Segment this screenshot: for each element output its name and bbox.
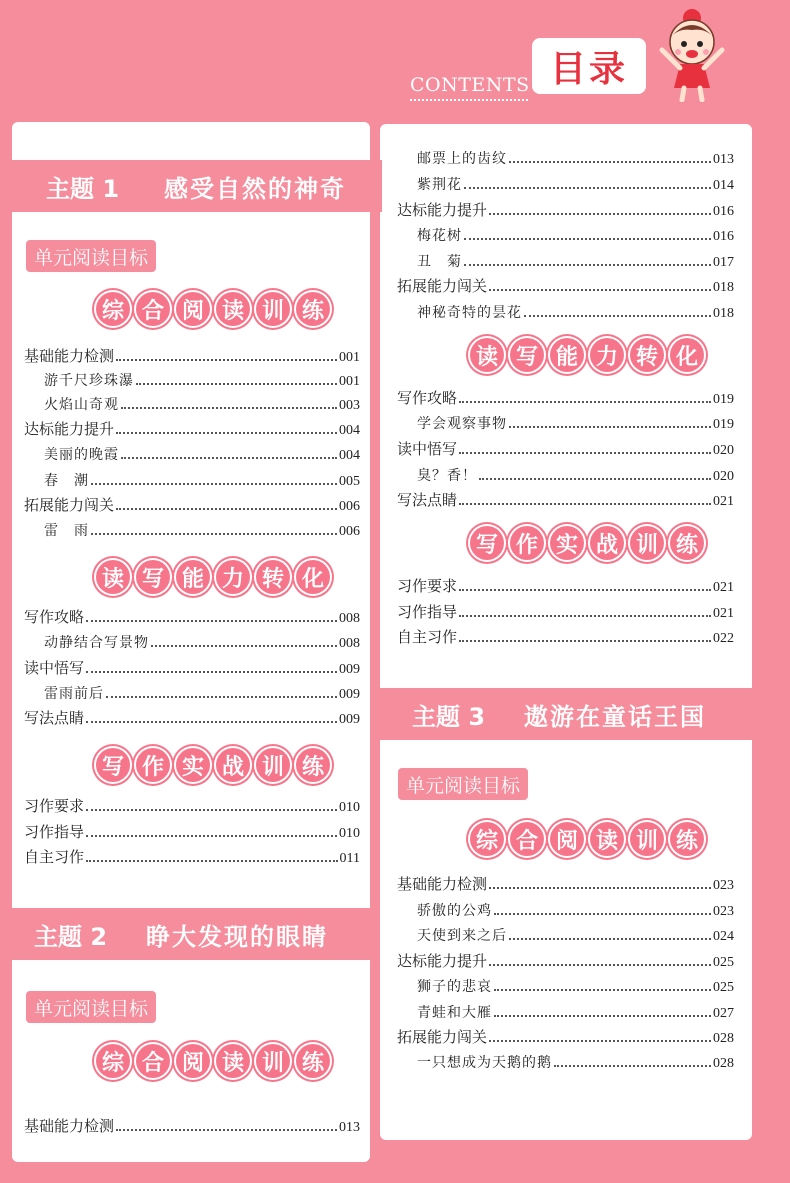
toc-entry-label: 雷雨前后 <box>44 686 104 702</box>
dot-leader <box>91 533 337 535</box>
section-char: 训 <box>256 1044 290 1078</box>
contents-word: CONTENTS <box>410 74 530 96</box>
toc-entry-label: 骄傲的公鸡 <box>417 903 492 919</box>
section-reading-training-2 <box>96 1044 330 1078</box>
toc-entry[interactable] <box>417 896 734 920</box>
toc-entry[interactable] <box>417 461 734 485</box>
dot-leader <box>459 640 711 642</box>
unit-goal-tag-3: 单元阅读目标 <box>398 768 528 800</box>
section-char: 综 <box>470 822 504 856</box>
toc-entry-page: 001 <box>339 350 360 365</box>
toc-entry-page: 004 <box>339 448 360 463</box>
toc-entry-label: 邮票上的齿纹 <box>417 151 507 167</box>
toc-entry-label: 神秘奇特的昙花 <box>417 305 522 321</box>
dot-leader <box>106 696 337 698</box>
toc-entry-page: 018 <box>713 306 734 321</box>
toc-entry[interactable] <box>397 572 734 596</box>
section-char: 写 <box>136 560 170 594</box>
dot-leader <box>459 401 711 403</box>
dot-leader <box>116 508 337 510</box>
dot-leader <box>86 860 338 862</box>
toc-entry-label: 拓展能力闯关 <box>397 277 488 295</box>
dot-leader <box>459 589 711 591</box>
toc-entry-page: 020 <box>713 443 734 458</box>
theme-1-title: 感受自然的神奇 <box>164 174 346 203</box>
toc-entry[interactable] <box>397 272 734 296</box>
toc-entry-page: 009 <box>339 687 360 702</box>
toc-entry-page: 028 <box>713 1056 734 1071</box>
toc-entry-page: 004 <box>339 423 360 438</box>
toc-entry-label: 学会观察事物 <box>417 416 507 432</box>
toc-entry[interactable] <box>417 170 734 194</box>
dot-leader <box>459 615 711 617</box>
toc-entry-page: 019 <box>713 392 734 407</box>
section-char: 读 <box>470 338 504 372</box>
toc-entry[interactable] <box>417 972 734 996</box>
toc-entry[interactable] <box>397 947 734 971</box>
toc-entry-page: 001 <box>339 374 360 389</box>
dot-leader <box>151 645 337 647</box>
toc-entry-page: 017 <box>713 255 734 270</box>
toc-entry-page: 014 <box>713 178 734 193</box>
toc-entry[interactable] <box>44 390 360 414</box>
toc-entry-page: 018 <box>713 280 734 295</box>
toc-entry[interactable] <box>24 843 360 867</box>
section-char: 合 <box>136 292 170 326</box>
toc-entry-page: 025 <box>713 980 734 995</box>
dot-leader <box>509 161 711 163</box>
toc-entry-page: 009 <box>339 662 360 677</box>
toc-entry-label: 拓展能力闯关 <box>24 496 115 514</box>
contents-underline <box>410 99 528 101</box>
toc-entry[interactable] <box>24 603 360 627</box>
toc-entry-label: 自主习作 <box>397 628 458 646</box>
section-transform-2 <box>470 338 704 372</box>
toc-entry-page: 016 <box>713 229 734 244</box>
section-practice-1 <box>96 748 330 782</box>
section-char: 战 <box>216 748 250 782</box>
theme-1-number: 主题 1 <box>46 174 120 203</box>
toc-entry[interactable] <box>397 384 734 408</box>
toc-entry-label: 读中悟写 <box>397 440 458 458</box>
toc-entry[interactable] <box>24 818 360 842</box>
toc-entry-label: 习作要求 <box>24 797 85 815</box>
dot-leader <box>494 913 711 915</box>
toc-entry[interactable] <box>417 998 734 1022</box>
toc-entry-page: 024 <box>713 929 734 944</box>
dot-leader <box>86 721 337 723</box>
section-char: 读 <box>96 560 130 594</box>
toc-entry-label: 雷 雨 <box>44 523 89 539</box>
toc-entry[interactable] <box>417 221 734 245</box>
toc-entry-label: 春 潮 <box>44 473 89 489</box>
toc-entry[interactable] <box>417 298 734 322</box>
toc-entry-label: 写法点睛 <box>397 491 458 509</box>
theme-2-number: 主题 2 <box>34 922 108 951</box>
toc-entry-page: 010 <box>339 826 360 841</box>
toc-entry[interactable] <box>24 1112 360 1136</box>
toc-entry[interactable] <box>24 342 360 366</box>
toc-entry-page: 003 <box>339 398 360 413</box>
toc-entry-page: 013 <box>713 152 734 167</box>
section-char: 作 <box>510 526 544 560</box>
toc-entry[interactable] <box>44 679 360 703</box>
dot-leader <box>86 835 337 837</box>
section-char: 训 <box>630 822 664 856</box>
toc-entry[interactable] <box>417 1048 734 1072</box>
toc-entry-label: 狮子的悲哀 <box>417 979 492 995</box>
toc-entry[interactable] <box>417 409 734 433</box>
toc-entry-label: 达标能力提升 <box>397 201 488 219</box>
toc-entry-label: 基础能力检测 <box>24 1117 115 1135</box>
toc-entry-page: 009 <box>339 712 360 727</box>
section-char: 训 <box>256 748 290 782</box>
dot-leader <box>489 887 711 889</box>
section-char: 写 <box>510 338 544 372</box>
toc-entry-page: 027 <box>713 1006 734 1021</box>
toc-entry[interactable] <box>44 516 360 540</box>
toc-entry[interactable] <box>397 435 734 459</box>
theme-3-title: 遨游在童话王国 <box>524 702 706 731</box>
toc-entry-page: 008 <box>339 636 360 651</box>
toc-entry[interactable] <box>397 486 734 510</box>
section-practice-2 <box>470 526 704 560</box>
toc-entry[interactable] <box>24 792 360 816</box>
toc-entry-label: 基础能力检测 <box>397 875 488 893</box>
toc-entry-label: 丑 菊 <box>417 254 462 270</box>
dot-leader <box>86 809 337 811</box>
toc-entry-page: 020 <box>713 469 734 484</box>
section-char: 写 <box>96 748 130 782</box>
dot-leader <box>136 383 337 385</box>
toc-entry-label: 火焰山奇观 <box>44 397 119 413</box>
toc-entry-label: 动静结合写景物 <box>44 635 149 651</box>
dot-leader <box>509 426 711 428</box>
section-transform-1 <box>96 560 330 594</box>
toc-entry[interactable] <box>417 921 734 945</box>
page-title: 目录 <box>532 38 646 94</box>
dot-leader <box>116 1129 337 1131</box>
section-char: 能 <box>550 338 584 372</box>
dot-leader <box>86 620 337 622</box>
toc-entry-page: 010 <box>339 800 360 815</box>
toc-entry-page: 006 <box>339 499 360 514</box>
dot-leader <box>459 503 711 505</box>
section-char: 转 <box>630 338 664 372</box>
toc-entry-label: 习作要求 <box>397 577 458 595</box>
dot-leader <box>116 359 337 361</box>
toc-entry-label: 写作攻略 <box>397 389 458 407</box>
section-char: 训 <box>256 292 290 326</box>
section-char: 读 <box>216 1044 250 1078</box>
section-char: 作 <box>136 748 170 782</box>
toc-entry[interactable] <box>397 870 734 894</box>
toc-entry-page: 005 <box>339 474 360 489</box>
section-char: 力 <box>216 560 250 594</box>
toc-entry-label: 一只想成为天鹅的鹅 <box>417 1055 552 1071</box>
section-char: 训 <box>630 526 664 560</box>
dot-leader <box>91 483 337 485</box>
dot-leader <box>489 1040 711 1042</box>
section-char: 化 <box>296 560 330 594</box>
toc-entry-page: 023 <box>713 878 734 893</box>
dot-leader <box>494 989 711 991</box>
toc-entry-label: 天使到来之后 <box>417 928 507 944</box>
section-char: 阅 <box>176 1044 210 1078</box>
dot-leader <box>464 264 711 266</box>
toc-entry-label: 基础能力检测 <box>24 347 115 365</box>
section-char: 实 <box>550 526 584 560</box>
toc-entry[interactable] <box>397 623 734 647</box>
toc-entry-page: 013 <box>339 1120 360 1135</box>
toc-entry-page: 022 <box>713 631 734 646</box>
theme-3-number: 主题 3 <box>412 702 486 731</box>
dot-leader <box>479 478 711 480</box>
toc-entry[interactable] <box>24 491 360 515</box>
section-reading-training-1 <box>96 292 330 326</box>
theme-2-bar <box>0 908 370 960</box>
unit-goal-tag-1: 单元阅读目标 <box>26 240 156 272</box>
section-char: 读 <box>216 292 250 326</box>
unit-goal-tag-2: 单元阅读目标 <box>26 991 156 1023</box>
section-char: 能 <box>176 560 210 594</box>
toc-entry[interactable] <box>44 466 360 490</box>
girl-mascot-icon <box>656 6 728 102</box>
toc-entry-label: 臭？香！ <box>417 468 477 484</box>
toc-entry-label: 美丽的晚霞 <box>44 447 119 463</box>
theme-3-bar <box>380 688 752 740</box>
toc-entry-page: 021 <box>713 580 734 595</box>
toc-entry[interactable] <box>24 704 360 728</box>
section-char: 写 <box>470 526 504 560</box>
section-char: 综 <box>96 1044 130 1078</box>
theme-2-title: 睁大发现的眼睛 <box>146 922 328 951</box>
section-char: 练 <box>296 292 330 326</box>
toc-entry-label: 紫荆花 <box>417 177 462 193</box>
dot-leader <box>121 457 337 459</box>
toc-entry[interactable] <box>44 366 360 390</box>
dot-leader <box>121 407 337 409</box>
dot-leader <box>494 1015 711 1017</box>
toc-entry-label: 拓展能力闯关 <box>397 1028 488 1046</box>
dot-leader <box>489 964 711 966</box>
dot-leader <box>459 452 711 454</box>
section-char: 练 <box>296 1044 330 1078</box>
toc-entry[interactable] <box>24 654 360 678</box>
section-char: 练 <box>296 748 330 782</box>
section-char: 练 <box>670 822 704 856</box>
dot-leader <box>464 187 711 189</box>
theme-1-bar <box>12 160 382 212</box>
dot-leader <box>489 289 711 291</box>
dot-leader <box>116 432 337 434</box>
toc-entry-label: 写法点睛 <box>24 709 85 727</box>
toc-entry-label: 读中悟写 <box>24 659 85 677</box>
toc-entry[interactable] <box>397 196 734 220</box>
section-char: 阅 <box>550 822 584 856</box>
section-char: 练 <box>670 526 704 560</box>
section-char: 实 <box>176 748 210 782</box>
section-char: 合 <box>510 822 544 856</box>
section-char: 战 <box>590 526 624 560</box>
toc-entry-label: 写作攻略 <box>24 608 85 626</box>
dot-leader <box>86 671 337 673</box>
section-char: 综 <box>96 292 130 326</box>
toc-entry[interactable] <box>44 440 360 464</box>
toc-entry[interactable] <box>44 628 360 652</box>
toc-entry-label: 青蛙和大雁 <box>417 1005 492 1021</box>
toc-entry[interactable] <box>24 415 360 439</box>
dot-leader <box>524 315 711 317</box>
dot-leader <box>489 213 711 215</box>
dot-leader <box>509 938 711 940</box>
toc-entry-page: 019 <box>713 417 734 432</box>
toc-entry-page: 011 <box>339 851 360 866</box>
toc-entry[interactable] <box>417 144 734 168</box>
toc-entry-page: 028 <box>713 1031 734 1046</box>
header <box>0 0 790 118</box>
toc-entry[interactable] <box>417 247 734 271</box>
toc-entry-page: 008 <box>339 611 360 626</box>
section-char: 合 <box>136 1044 170 1078</box>
dot-leader <box>554 1065 711 1067</box>
toc-entry-label: 游千尺珍珠瀑 <box>44 373 134 389</box>
toc-entry-page: 006 <box>339 524 360 539</box>
section-char: 力 <box>590 338 624 372</box>
section-char: 化 <box>670 338 704 372</box>
section-reading-training-3 <box>470 822 704 856</box>
toc-entry-page: 025 <box>713 955 734 970</box>
dot-leader <box>464 238 711 240</box>
section-char: 转 <box>256 560 290 594</box>
toc-entry-page: 023 <box>713 904 734 919</box>
toc-entry-label: 自主习作 <box>24 848 85 866</box>
toc-entry-page: 021 <box>713 606 734 621</box>
toc-entry-label: 梅花树 <box>417 228 462 244</box>
toc-entry-page: 021 <box>713 494 734 509</box>
section-char: 读 <box>590 822 624 856</box>
toc-entry-page: 016 <box>713 204 734 219</box>
toc-entry-label: 达标能力提升 <box>24 420 115 438</box>
toc-entry-label: 习作指导 <box>397 603 458 621</box>
toc-entry-label: 达标能力提升 <box>397 952 488 970</box>
toc-entry-label: 习作指导 <box>24 823 85 841</box>
section-char: 阅 <box>176 292 210 326</box>
toc-entry[interactable] <box>397 1023 734 1047</box>
toc-entry[interactable] <box>397 598 734 622</box>
